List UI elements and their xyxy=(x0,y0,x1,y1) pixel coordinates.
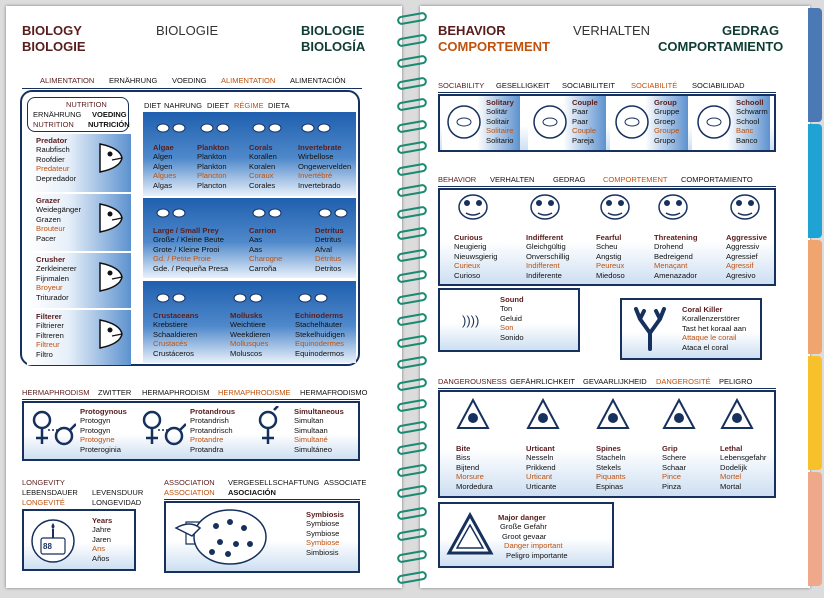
dng-de: GEFÄHRLICHKEIT xyxy=(510,377,576,386)
gender-symbol-icon xyxy=(140,406,186,459)
diet-item-row1-1-1: Plankton xyxy=(197,152,227,162)
soc-item-3-2: School xyxy=(736,116,760,126)
danger-symbol-icon xyxy=(596,398,630,437)
coral-killer-4: Ataca el coral xyxy=(682,342,729,352)
herm-fr: HERMAPHRODISME xyxy=(218,388,291,397)
tab-cyan[interactable] xyxy=(808,124,822,238)
beh-item-0-0: Curious xyxy=(454,233,483,242)
diet-item-row1-1-3: Plancton xyxy=(197,171,227,181)
soc-es: SOCIABILIDAD xyxy=(692,81,745,90)
tab-yellow[interactable] xyxy=(808,356,822,470)
beh-item-2-1: Scheu xyxy=(596,242,618,252)
symbiosis-4: Simbiosis xyxy=(306,547,339,557)
candle-cake-icon xyxy=(30,518,76,564)
nutrition-es: NUTRICIÓN xyxy=(88,120,130,129)
diet-food-icon xyxy=(155,206,189,225)
beh-item-1-2: Onverschillig xyxy=(526,251,570,261)
diet-item-row2-0-3: Gd. / Petite Proie xyxy=(153,254,211,264)
warning-triangle-icon xyxy=(446,512,494,556)
fish-group-icon xyxy=(696,104,732,145)
tab-salmon[interactable] xyxy=(808,472,822,586)
beh-item-0-4: Curioso xyxy=(454,270,481,280)
fish-face-icon xyxy=(656,192,690,227)
danger-item-2-3: Piquants xyxy=(596,472,626,482)
diet-item-row2-1-1: Aas xyxy=(249,235,263,245)
diet-item-row2-1-4: Carroña xyxy=(249,263,277,273)
beh-item-0-3: Curieux xyxy=(454,261,481,271)
symbiosis-1: Symbiose xyxy=(306,519,340,529)
beh-item-2-3: Peureux xyxy=(596,261,625,271)
title-fr: BIOLOGIE xyxy=(22,39,86,54)
fish-face-icon xyxy=(528,192,562,227)
soc-item-0-0: Solitary xyxy=(486,98,514,107)
diet-item-row2-0-0: Large / Small Prey xyxy=(153,226,219,235)
danger-item-4-1: Lebensgefahr xyxy=(720,453,767,463)
beh-item-1-0: Indifferent xyxy=(526,233,564,242)
years-2: Jaren xyxy=(92,534,111,544)
danger-item-3-4: Pinza xyxy=(662,481,681,491)
diet-item-row1-0-3: Algues xyxy=(153,171,177,181)
soc-item-1-4: Pareja xyxy=(572,135,594,145)
danger-item-0-1: Biss xyxy=(456,453,471,463)
soc-item-1-1: Paar xyxy=(572,107,589,117)
diet-item-row2-2-2: Afval xyxy=(315,244,332,254)
symbiosis-3: Symbiose xyxy=(306,538,340,548)
fish-group-icon xyxy=(614,104,650,145)
major-danger-4: Peligro importante xyxy=(506,550,568,560)
alim-fr: ALIMENTATION xyxy=(221,76,276,85)
coral-icon xyxy=(630,305,670,351)
herm-item-2-1: Simultan xyxy=(294,416,324,426)
feeder-3-nl: Filtreren xyxy=(36,330,64,340)
danger-item-4-0: Lethal xyxy=(720,444,743,453)
danger-symbol-icon xyxy=(720,398,754,437)
diet-item-row3-2-2: Stekelhuidigen xyxy=(295,329,345,339)
soc-item-3-4: Banco xyxy=(736,135,758,145)
fish-head-icon xyxy=(98,142,124,179)
beh-item-0-2: Nieuwsgierig xyxy=(454,251,498,261)
soc-item-0-1: Solitär xyxy=(486,107,508,117)
diet-item-row2-1-2: Aas xyxy=(249,244,263,254)
feeder-0-de: Raubfisch xyxy=(36,145,70,155)
herm-item-2-0: Simultaneous xyxy=(294,407,344,416)
diet-item-row1-2-0: Corals xyxy=(249,143,273,152)
herm-en: HERMAPHRODISM xyxy=(22,388,90,397)
feeder-1-es: Pacer xyxy=(36,233,56,243)
diet-food-icon xyxy=(300,121,334,140)
sound-3: Son xyxy=(500,323,514,333)
association-scene-icon xyxy=(170,504,300,570)
danger-item-0-3: Morsure xyxy=(456,472,484,482)
diet-item-row3-1-3: Mollusques xyxy=(230,339,269,349)
major-danger-3: Danger important xyxy=(504,541,563,551)
diet-item-row2-0-2: Grote / Kleine Prooi xyxy=(153,244,220,254)
danger-item-1-2: Prikkend xyxy=(526,462,556,472)
danger-item-4-4: Mortal xyxy=(720,481,742,491)
diet-item-row2-2-3: Détritus xyxy=(315,254,342,264)
danger-item-4-3: Mortel xyxy=(720,472,742,482)
major-danger-1: Große Gefahr xyxy=(500,522,547,532)
diet-item-row3-1-0: Mollusks xyxy=(230,311,263,320)
assoc-nl: ASSOCIATE xyxy=(324,478,367,487)
fish-head-icon xyxy=(98,318,124,355)
diet-item-row1-0-0: Algae xyxy=(153,143,174,152)
danger-item-2-1: Stacheln xyxy=(596,453,626,463)
danger-item-3-1: Schere xyxy=(662,453,687,463)
assoc-es: ASOCIACIÓN xyxy=(228,488,276,497)
feeder-2-nl: Fijnmalen xyxy=(36,273,69,283)
feeder-0-es: Depredador xyxy=(36,173,77,183)
diet-item-row1-3-1: Wirbellose xyxy=(298,152,334,162)
soc-fr: SOCIABILITÉ xyxy=(631,81,678,90)
danger-item-0-2: Bijtend xyxy=(456,462,480,472)
beh-item-2-0: Fearful xyxy=(596,233,622,242)
diet-item-row3-0-0: Crustaceans xyxy=(153,311,199,320)
diet-item-row3-2-4: Equinodermos xyxy=(295,348,344,358)
beh-item-0-1: Neugierig xyxy=(454,242,487,252)
herm-item-1-4: Protandra xyxy=(190,444,224,454)
diet-item-row1-1-0: Plankton xyxy=(197,143,230,152)
diet-food-icon xyxy=(232,291,266,310)
sound-1: Ton xyxy=(500,304,513,314)
diet-nl: DIEET xyxy=(207,101,230,110)
soc-item-2-0: Group xyxy=(654,98,677,107)
assoc-en: ASSOCIATION xyxy=(164,478,215,487)
alim-es: ALIMENTACIÓN xyxy=(290,76,346,85)
alim-de: ERNÄHRUNG xyxy=(109,76,158,85)
diet-item-row1-1-4: Plancton xyxy=(197,180,227,190)
diet-food-icon xyxy=(155,291,189,310)
beh-item-1-1: Gleichgültig xyxy=(526,242,566,252)
years-1: Jahre xyxy=(92,525,111,535)
herm-item-0-4: Proteroginia xyxy=(80,444,121,454)
feeder-1-fr: Brouteur xyxy=(36,224,66,234)
diet-item-row2-2-0: Detritus xyxy=(315,226,344,235)
feeder-1-nl: Grazen xyxy=(36,214,61,224)
beh-de: VERHALTEN xyxy=(490,175,535,184)
soc-item-2-2: Groep xyxy=(654,116,676,126)
beh-item-4-3: Agressif xyxy=(726,261,754,271)
herm-item-1-1: Protandrish xyxy=(190,416,229,426)
beh-item-1-4: Indiferente xyxy=(526,270,562,280)
diet-item-row1-0-1: Algen xyxy=(153,152,173,162)
feeder-2-en: Crusher xyxy=(36,255,66,264)
diet-item-row2-2-4: Detritos xyxy=(315,263,342,273)
diet-item-row1-0-2: Algen xyxy=(153,161,173,171)
danger-item-3-3: Pince xyxy=(662,472,681,482)
herm-item-2-2: Simultaan xyxy=(294,425,328,435)
symbiosis-2: Symbiose xyxy=(306,528,340,538)
danger-item-0-0: Bite xyxy=(456,444,471,453)
beh-item-4-0: Aggressive xyxy=(726,233,767,242)
beh-item-3-0: Threatening xyxy=(654,233,698,242)
coral-killer-2: Tast het koraal aan xyxy=(682,323,747,333)
diet-item-row1-0-4: Algas xyxy=(153,180,172,190)
dng-es: PELIGRO xyxy=(719,377,753,386)
r-title-de: VERHALTEN xyxy=(573,23,651,38)
beh-en: BEHAVIOR xyxy=(438,175,477,184)
beh-item-3-1: Drohend xyxy=(654,242,684,252)
coral-killer-1: Korallenzerstörer xyxy=(682,314,740,324)
coral-killer-3: Attaque le corail xyxy=(682,333,737,343)
longevity-de: LEBENSDAUER xyxy=(22,488,78,497)
coral-killer-0: Coral Killer xyxy=(682,305,723,314)
feeder-3-de: Filtrierer xyxy=(36,321,64,331)
soc-item-1-3: Couple xyxy=(572,126,597,136)
r-title-nl: GEDRAG xyxy=(722,23,780,38)
danger-item-0-4: Mordedura xyxy=(456,481,493,491)
danger-item-3-2: Schaar xyxy=(662,462,687,472)
title-en: BIOLOGY xyxy=(22,23,82,38)
danger-item-1-4: Urticante xyxy=(526,481,557,491)
diet-item-row2-0-4: Gde. / Pequeña Presa xyxy=(153,263,229,273)
dng-en: DANGEROUSNESS xyxy=(438,377,507,386)
diet-item-row2-0-1: Große / Kleine Beute xyxy=(153,235,224,245)
diet-item-row3-0-1: Krebstiere xyxy=(153,320,188,330)
sound-0: Sound xyxy=(500,295,524,304)
diet-item-row1-3-0: Invertebrate xyxy=(298,143,342,152)
title-de: BIOLOGIE xyxy=(156,23,219,38)
major-danger-0: Major danger xyxy=(498,513,546,522)
feeder-0-en: Predator xyxy=(36,136,68,145)
diet-item-row1-2-1: Korallen xyxy=(249,152,277,162)
herm-item-0-3: Protogyne xyxy=(80,435,115,445)
soc-item-3-0: Schooll xyxy=(736,98,764,107)
danger-item-1-1: Nesseln xyxy=(526,453,554,463)
soc-de: GESELLIGKEIT xyxy=(496,81,550,90)
beh-fr: COMPORTEMENT xyxy=(603,175,668,184)
diet-item-row3-2-1: Stachelhäuter xyxy=(295,320,342,330)
danger-item-4-2: Dodelijk xyxy=(720,462,748,472)
dng-fr: DANGEROSITÉ xyxy=(656,377,711,386)
beh-item-1-3: Indifferent xyxy=(526,261,560,271)
diet-item-row1-2-2: Koralen xyxy=(249,161,276,171)
soc-item-3-1: Schwarm xyxy=(736,107,768,117)
feeder-2-fr: Broyeur xyxy=(36,283,63,293)
soc-en: SOCIABILITY xyxy=(438,81,485,90)
diet-food-icon xyxy=(199,121,233,140)
alim-en: ALIMENTATION xyxy=(40,76,95,85)
diet-en: DIET xyxy=(144,101,162,110)
danger-symbol-icon xyxy=(526,398,560,437)
diet-item-row3-1-2: Weekdieren xyxy=(230,329,271,339)
herm-item-0-1: Protogyn xyxy=(80,416,111,426)
fish-face-icon xyxy=(456,192,490,227)
tab-blue-dark[interactable] xyxy=(808,8,822,122)
herm-item-1-0: Protandrous xyxy=(190,407,236,416)
beh-item-4-2: Agressief xyxy=(726,251,758,261)
fish-face-icon xyxy=(598,192,632,227)
longevity-fr: LONGEVITÉ xyxy=(22,498,65,507)
herm-item-0-0: Protogynous xyxy=(80,407,127,416)
alim-nl: VOEDING xyxy=(172,76,207,85)
diet-item-row1-3-3: Invertébré xyxy=(298,171,333,181)
danger-item-2-4: Espinas xyxy=(596,481,624,491)
beh-item-2-4: Miedoso xyxy=(596,270,625,280)
soc-item-2-3: Groupe xyxy=(654,126,680,136)
years-3: Ans xyxy=(92,544,106,554)
diet-item-row3-2-3: Equinodermes xyxy=(295,339,344,349)
diet-es: DIETA xyxy=(268,101,290,110)
fish-group-icon xyxy=(446,104,482,145)
soc-item-1-2: Paar xyxy=(572,116,589,126)
feeder-3-fr: Filtreur xyxy=(36,340,60,350)
nutrition-fr: NUTRITION xyxy=(33,120,74,129)
feeder-0-fr: Predateur xyxy=(36,164,70,174)
years-0: Years xyxy=(92,516,113,525)
soc-item-1-0: Couple xyxy=(572,98,598,107)
years-4: Años xyxy=(92,553,110,563)
tab-peach[interactable] xyxy=(808,240,822,354)
symbiosis-0: Symbiosis xyxy=(306,510,344,519)
danger-item-1-3: Urticant xyxy=(526,472,553,482)
diet-fr: RÉGIME xyxy=(234,101,264,110)
feeder-0-nl: Roofdier xyxy=(36,154,65,164)
title-nl: BIOLOGIE xyxy=(301,23,365,38)
gender-symbol-icon xyxy=(256,406,280,459)
danger-symbol-icon xyxy=(456,398,490,437)
fish-head-icon xyxy=(98,261,124,298)
feeder-3-en: Filterer xyxy=(36,312,62,321)
soc-item-2-4: Grupo xyxy=(654,135,676,145)
assoc-fr: ASSOCIATION xyxy=(164,488,215,497)
sound-2: Geluid xyxy=(500,313,522,323)
diet-item-row3-1-4: Moluscos xyxy=(230,348,263,358)
beh-es: COMPORTAMIENTO xyxy=(681,175,753,184)
beh-item-3-4: Amenazador xyxy=(654,270,698,280)
diet-item-row3-0-3: Crustacés xyxy=(153,339,188,349)
herm-item-0-2: Protogyn xyxy=(80,425,111,435)
diet-item-row3-2-0: Echinoderms xyxy=(295,311,344,320)
soc-item-0-4: Solitario xyxy=(486,135,514,145)
sound-waves-icon: )))) xyxy=(462,313,480,328)
r-title-en: BEHAVIOR xyxy=(438,23,506,38)
fish-group-icon xyxy=(532,104,568,145)
longevity-nl: LEVENSDUUR xyxy=(92,488,144,497)
diet-item-row1-3-2: Ongewervelden xyxy=(298,161,352,171)
gender-symbol-icon xyxy=(30,406,76,459)
beh-item-4-1: Aggressiv xyxy=(726,242,760,252)
feeder-2-de: Zerkleinerer xyxy=(36,264,77,274)
diet-item-row1-2-3: Coraux xyxy=(249,171,274,181)
diet-food-icon xyxy=(251,206,285,225)
feeder-1-de: Weidegänger xyxy=(36,205,82,215)
herm-es: HERMAFRODISMO xyxy=(300,388,368,397)
diet-food-icon xyxy=(251,121,285,140)
title-es: BIOLOGÍA xyxy=(301,39,366,54)
feeder-2-es: Triturador xyxy=(36,292,69,302)
diet-item-row2-1-3: Charogne xyxy=(249,254,283,264)
major-danger-2: Groot gevaar xyxy=(502,531,547,541)
diet-item-row1-3-4: Invertebrado xyxy=(298,180,341,190)
assoc-de: VERGESELLSCHAFTUNG xyxy=(228,478,320,487)
longevity-en: LONGEVITY xyxy=(22,478,65,487)
beh-item-3-2: Bedreigend xyxy=(654,251,693,261)
nutrition-de: ERNÄHRUNG xyxy=(33,110,82,119)
diet-item-row3-0-4: Crustáceros xyxy=(153,348,194,358)
dng-nl: GEVAARLIJKHEID xyxy=(583,377,647,386)
r-title-es: COMPORTAMIENTO xyxy=(658,39,784,54)
sound-4: Sonido xyxy=(500,332,524,342)
diet-de: NAHRUNG xyxy=(164,101,202,110)
beh-nl: GEDRAG xyxy=(553,175,586,184)
diet-item-row2-1-0: Carrion xyxy=(249,226,277,235)
nutrition-nl: VOEDING xyxy=(92,110,127,119)
feeder-1-en: Grazer xyxy=(36,196,61,205)
r-title-fr: COMPORTEMENT xyxy=(438,39,550,54)
soc-item-3-3: Banc xyxy=(736,126,754,136)
diet-item-row3-0-2: Schaaldieren xyxy=(153,329,198,339)
fish-face-icon xyxy=(728,192,762,227)
beh-item-4-4: Agresivo xyxy=(726,270,756,280)
herm-nl: HERMAPHRODISM xyxy=(142,388,210,397)
herm-de: ZWITTER xyxy=(98,388,132,397)
herm-item-2-3: Simultané xyxy=(294,435,328,445)
soc-item-0-3: Solitaire xyxy=(486,126,514,136)
danger-item-3-0: Grip xyxy=(662,444,678,453)
longevity-value: 88 xyxy=(43,542,52,551)
herm-item-1-3: Protandre xyxy=(190,435,224,445)
diet-item-row3-1-1: Weichtiere xyxy=(230,320,266,330)
fish-head-icon xyxy=(98,202,124,239)
nutrition-en: NUTRITION xyxy=(66,100,107,109)
diet-food-icon xyxy=(155,121,189,140)
danger-item-1-0: Urticant xyxy=(526,444,555,453)
diet-food-icon xyxy=(317,206,351,225)
soc-item-2-1: Gruppe xyxy=(654,107,680,117)
danger-item-2-2: Stekels xyxy=(596,462,621,472)
danger-symbol-icon xyxy=(662,398,696,437)
danger-item-2-0: Spines xyxy=(596,444,621,453)
longevity-es: LONGEVIDAD xyxy=(92,498,142,507)
herm-item-1-2: Protandrisch xyxy=(190,425,233,435)
diet-item-row2-2-1: Detritus xyxy=(315,235,342,245)
diet-food-icon xyxy=(297,291,331,310)
beh-item-3-3: Menaçant xyxy=(654,261,688,271)
soc-nl: SOCIABILITEIT xyxy=(562,81,615,90)
diet-item-row1-2-4: Corales xyxy=(249,180,276,190)
diet-item-row1-1-2: Plankton xyxy=(197,161,227,171)
herm-item-2-4: Simultáneo xyxy=(294,444,332,454)
feeder-3-es: Filtro xyxy=(36,349,53,359)
beh-item-2-2: Angstig xyxy=(596,251,622,261)
soc-item-0-2: Solitair xyxy=(486,116,510,126)
